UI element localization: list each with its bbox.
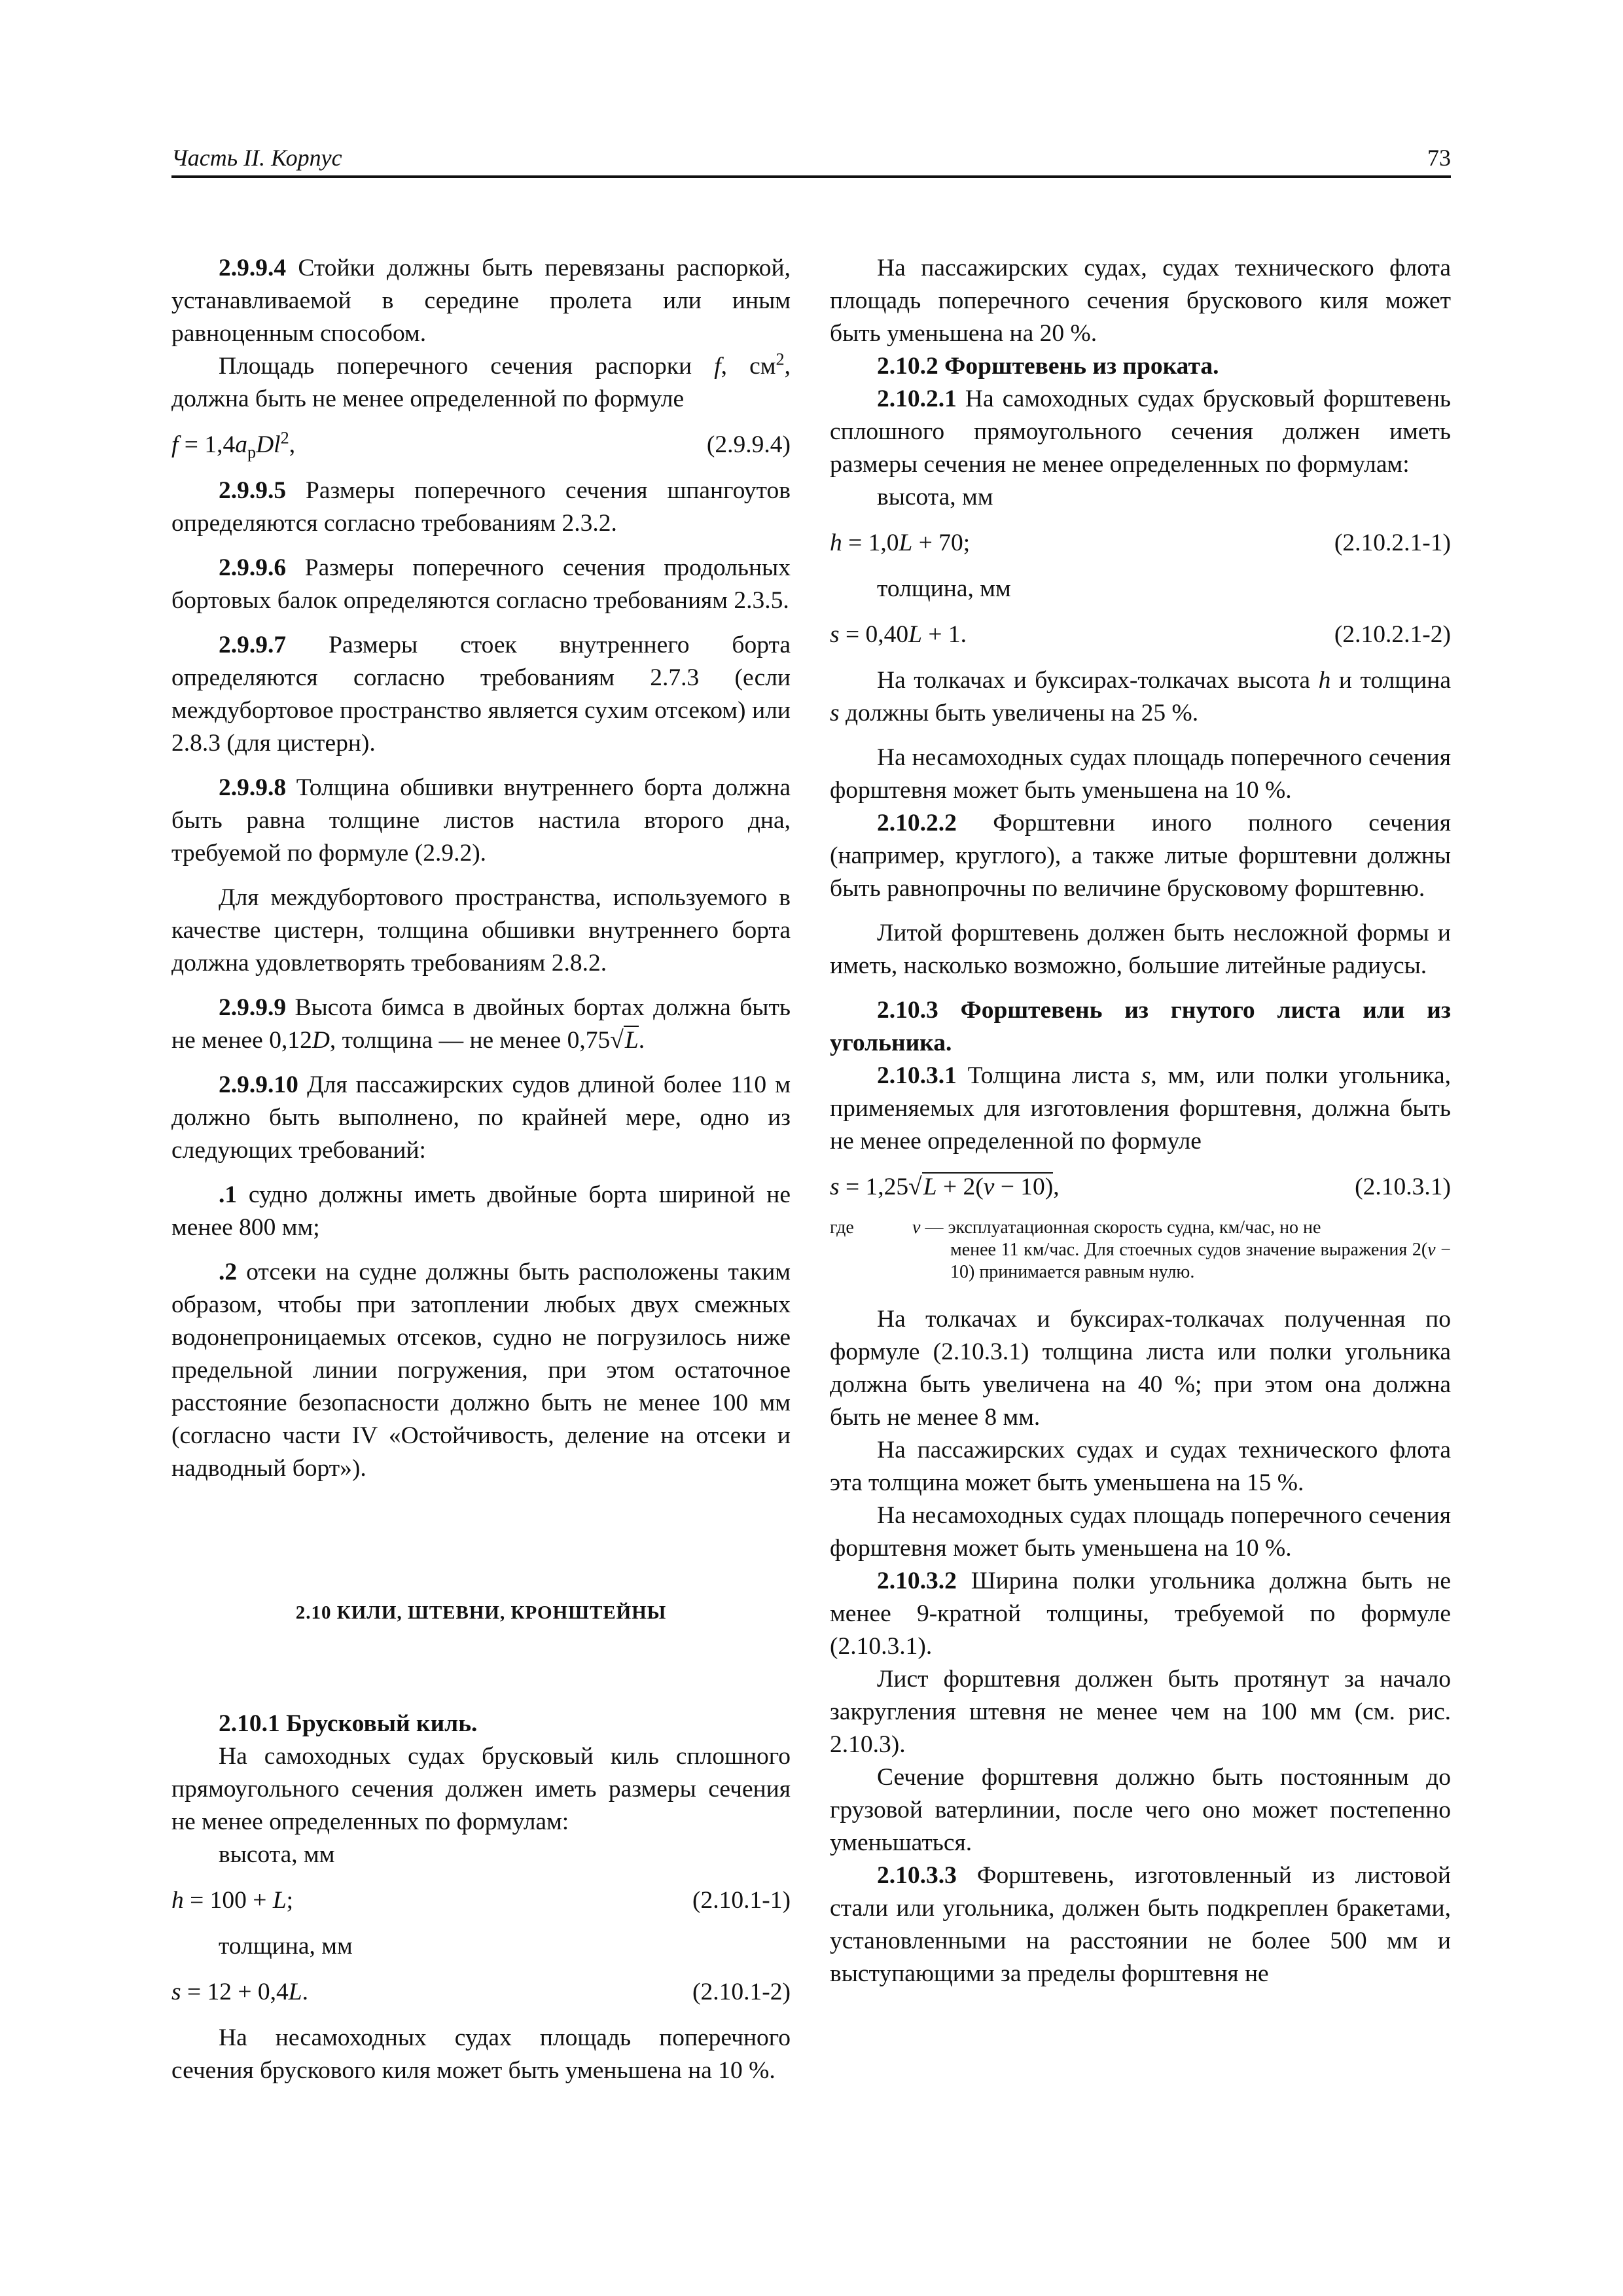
formula-text: + 1. [921,621,967,648]
formula-var: s [830,621,840,648]
text: , см [721,353,776,380]
paragraph-2-9-9-7 [171,629,791,760]
formula-number: (2.10.2.1-1) [1334,529,1451,556]
item-text: отсеки на судне должны быть расположены таким образом, чтобы при затоплении любых двух смежных водонепроницаемых отсеков, судно не погрузилось ниже предельной линии погружения, при этом остаточное расстояние безопасности должно быть не менее 100 мм (согласно части IV «Остойчивость, деление на отсеки и надводный борт»). [171,1259,791,1482]
paragraph-non-self-propelled: На несамоходных судах площадь поперечного сечения форштевня может быть уменьшена на 10 %. [830,744,1451,804]
variable: s [830,700,840,726]
paragraph-2-10-3-3 [830,1859,1451,1990]
paragraph-text: Для пассажирских судов длиной более 110 м должно быть выполнено, по крайней мере, одно из следующих требований: [171,1071,791,1164]
formula-text: + 70; [912,529,971,556]
formula-number: (2.10.2.1-2) [1334,621,1451,648]
paragraph-2-10-2-2 [830,807,1451,905]
list-item-2 [171,1256,791,1485]
item-text: судно должны иметь двойные борта шириной не менее 800 мм; [171,1181,791,1241]
paragraph-2-9-9-6 [171,552,791,617]
formula-var: v [983,1174,995,1200]
formula-text: , [1053,1174,1060,1200]
section-title: 2.10 КИЛИ, ШТЕВНИ, КРОНШТЕЙНЫ [295,1602,667,1623]
formula-number: (2.9.9.4) [706,431,791,458]
variable: v [1427,1240,1436,1260]
paragraph-text: Размеры стоек внутреннего борта определяются согласно требованиям 2.7.3 (если междубортовое пространство является сухим отсеком) или 2.8.3 (для цистерн). [171,632,791,757]
clause-number: 2.9.9.9 [219,994,287,1021]
text: − 10) принимается равным нулю. [950,1240,1451,1282]
paragraph-2-9-9-4 [171,252,791,350]
formula-2-10-2-1-1 [830,527,1451,560]
formula-2-10-1-2 [171,1976,791,2009]
formula-text: ; [286,1887,294,1914]
left-column [171,252,791,2087]
paragraph-2-10-2-1 [830,383,1451,481]
text: менее 11 км/час. Для стоечных судов значение выражения 2( [950,1240,1428,1260]
label-thickness: толщина, мм [219,1933,353,1960]
formula-number: (2.10.3.1) [1355,1174,1451,1200]
paragraph-text: Стойки должны быть перевязаны распоркой, устанавливаемой в середине пролета или иным равноценным способом. [171,255,791,347]
paragraph-interboard-space: Для междубортового пространства, используемого в качестве цистерн, толщина обшивки внутреннего борта должна удовлетворять требованиям 2.8.2. [171,884,791,977]
paragraph-text: Толщина листа [956,1062,1141,1089]
item-number: .2 [219,1259,238,1285]
clause-number: 2.9.9.5 [219,477,287,504]
paragraph-2-10-1: На самоходных судах брусковый киль сплошного прямоугольного сечения должен иметь размеры сечения не менее определенных по формулам: [171,1743,791,1835]
text: , должна быть не менее определенной по формуле [171,353,791,412]
paragraph-text: Размеры поперечного сечения продольных бортовых балок определяются согласно требованиям 2.3.5. [171,554,791,614]
paragraph-section-constant: Сечение форштевня должно быть постоянным до грузовой ватерлинии, после чего оно может постепенно уменьшаться. [830,1764,1451,1856]
paragraph-pushers [830,664,1451,730]
paragraph-strut-area [171,350,791,416]
formula-sup: 2 [280,428,289,448]
right-column [830,252,1451,1990]
text: и толщина [1330,667,1451,694]
paragraph-text: Форштевни иного полного сечения (например, круглого), а также литые форштевни должны быть равнопрочны по величине брусковому форштевню. [830,810,1451,902]
formula-var: L [899,529,913,556]
formula-var: f [171,431,179,458]
formula-text: = 1,4 [178,431,236,458]
variable: h [1318,667,1331,694]
clause-number: 2.9.9.4 [219,255,287,281]
formula-2-9-9-4 [171,429,791,461]
paragraph-text: Ширина полки угольника должна быть не менее 9-кратной толщины, требуемой по формуле (2.10.3.1). [830,1568,1451,1660]
paragraph-passenger-plate: На пассажирских судах и судах технического флота эта толщина может быть уменьшена на 15 %. [830,1437,1451,1496]
paragraph-non-self-propelled-2: На несамоходных судах площадь поперечного сечения форштевня может быть уменьшена на 10 %. [830,1502,1451,1562]
formula-var: h [171,1887,184,1914]
formula-text: , [289,431,296,458]
paragraph-non-self-propelled: На несамоходных судах площадь поперечного сечения брускового киля может быть уменьшена на 10 %. [171,2024,791,2084]
heading-2-10-3: 2.10.3 Форштевень из гнутого листа или из угольника. [830,997,1451,1056]
text: На толкачах и буксирах-толкачах высота [877,667,1319,694]
text: должны быть увеличены на 25 %. [839,700,1199,726]
paragraph-passenger-keel: На пассажирских судах, судах технического флота площадь поперечного сечения брускового киля может быть уменьшена на 20 %. [830,255,1451,347]
formula-var: L [288,1979,302,2005]
text: Площадь поперечного сечения распорки [219,353,715,380]
formula-sub: р [247,442,257,462]
paragraph-text: Размеры поперечного сечения шпангоутов определяются согласно требованиям 2.3.2. [171,477,791,537]
legend-continuation [912,1239,1451,1283]
clause-number: 2.10.2.1 [877,386,957,412]
formula-text: = 1,0 [842,529,899,556]
formula-2-10-3-1: s = 1,25√L + 2(v − 10), (2.10.3.1) [830,1171,1451,1204]
paragraph-2-10-3-2 [830,1565,1451,1663]
heading-2-10-2: 2.10.2 Форштевень из проката. [877,353,1219,380]
page-number: 73 [1427,145,1451,171]
formula-text: . [302,1979,309,2005]
variable: L [624,1027,639,1054]
formula-text: + 2( [936,1174,984,1200]
clause-number: 2.9.9.6 [219,554,287,581]
variable: v [912,1217,921,1238]
paragraph-2-9-9-5 [171,475,791,540]
formula-text: = 12 + 0,4 [181,1979,289,2005]
clause-number: 2.9.9.8 [219,774,287,801]
paragraph-text: На самоходных судах брусковый форштевень сплошного прямоугольного сечения должен иметь размеры сечения не менее определенных по формулам: [830,386,1451,478]
formula-legend [830,1217,1451,1283]
formula-var: s [171,1979,181,2005]
legend-text [912,1217,1451,1283]
paragraph-text: , толщина — не менее 0,75 [329,1027,611,1054]
list-item-1 [171,1179,791,1244]
label-height: высота, мм [219,1841,335,1868]
variable: f [714,353,721,380]
formula-number: (2.10.1-1) [692,1887,791,1914]
formula-text: − 10) [994,1174,1054,1200]
part-title: Часть II. Корпус [171,145,342,171]
formula-var: a [235,431,247,458]
formula-text: = 100 + [183,1887,273,1914]
formula-var: s [830,1174,840,1200]
running-header [171,143,1451,178]
formula-number: (2.10.1-2) [692,1979,791,2005]
clause-number: 2.10.3.1 [877,1062,957,1089]
legend-where-label: где [830,1217,854,1238]
paragraph-2-9-9-9: 2.9.9.9 Высота бимса в двойных бортах должна быть не менее 0,12D, толщина — не менее 0,75√L. [171,994,791,1054]
formula-2-10-1-1 [171,1884,791,1917]
clause-number: 2.10.2.2 [877,810,957,836]
formula-var: Dl [256,431,281,458]
formula-text: = 0,40 [839,621,909,648]
clause-number: 2.9.9.7 [219,632,287,658]
paragraph-text: , мм, или полки угольника, применяемых для изготовления форштевня, должна быть не менее определенной по формуле [830,1062,1451,1155]
paragraph-text: . [638,1027,645,1054]
clause-number: 2.9.9.10 [219,1071,298,1098]
clause-number: 2.10.3.3 [877,1862,957,1889]
variable: D [312,1027,330,1054]
formula-var: h [830,529,842,556]
formula-var: L [908,621,922,648]
heading-2-10-1: 2.10.1 Брусковый киль. [219,1710,478,1737]
variable: s [1141,1062,1151,1089]
formula-text: = 1,25 [839,1174,909,1200]
paragraph-pushers-plate: На толкачах и буксирах-толкачах полученная по формуле (2.10.3.1) толщина листа или полки угольника должна быть увеличена на 40 %; при этом она должна быть не менее 8 мм. [830,1306,1451,1431]
text: — эксплуатационная скорость судна, км/час, но не [920,1217,1321,1238]
formula-var: L [923,1174,937,1200]
clause-number: 2.10.3.2 [877,1568,957,1594]
paragraph-text: Толщина обшивки внутреннего борта должна быть равна толщине листов настила второго дна, требуемой по формуле (2.9.2). [171,774,791,867]
paragraph-sheet-extension: Лист форштевня должен быть протянут за начало закругления штевня не менее чем на 100 мм (см. рис. 2.10.3). [830,1666,1451,1758]
paragraph-text: Форштевень, изготовленный из листовой стали или угольника, должен быть подкреплен бракетами, установленными на расстоянии не более 500 мм и выступающими за пределы форштевня не [830,1862,1451,1987]
paragraph-cast-stem: Литой форштевень должен быть несложной формы и иметь, насколько возможно, большие литейные радиусы. [830,920,1451,979]
formula-var: L [272,1887,287,1914]
formula-2-10-2-1-2 [830,619,1451,651]
item-number: .1 [219,1181,238,1208]
paragraph-2-9-9-10 [171,1069,791,1167]
superscript: 2 [776,350,785,369]
paragraph-2-9-9-8 [171,772,791,870]
paragraph-2-10-3-1 [830,1060,1451,1158]
label-height: высота, мм [877,484,993,511]
label-thickness: толщина, мм [877,575,1011,602]
paragraph-text: Высота бимса в двойных бортах должна быть не менее 0,12 [171,994,791,1054]
